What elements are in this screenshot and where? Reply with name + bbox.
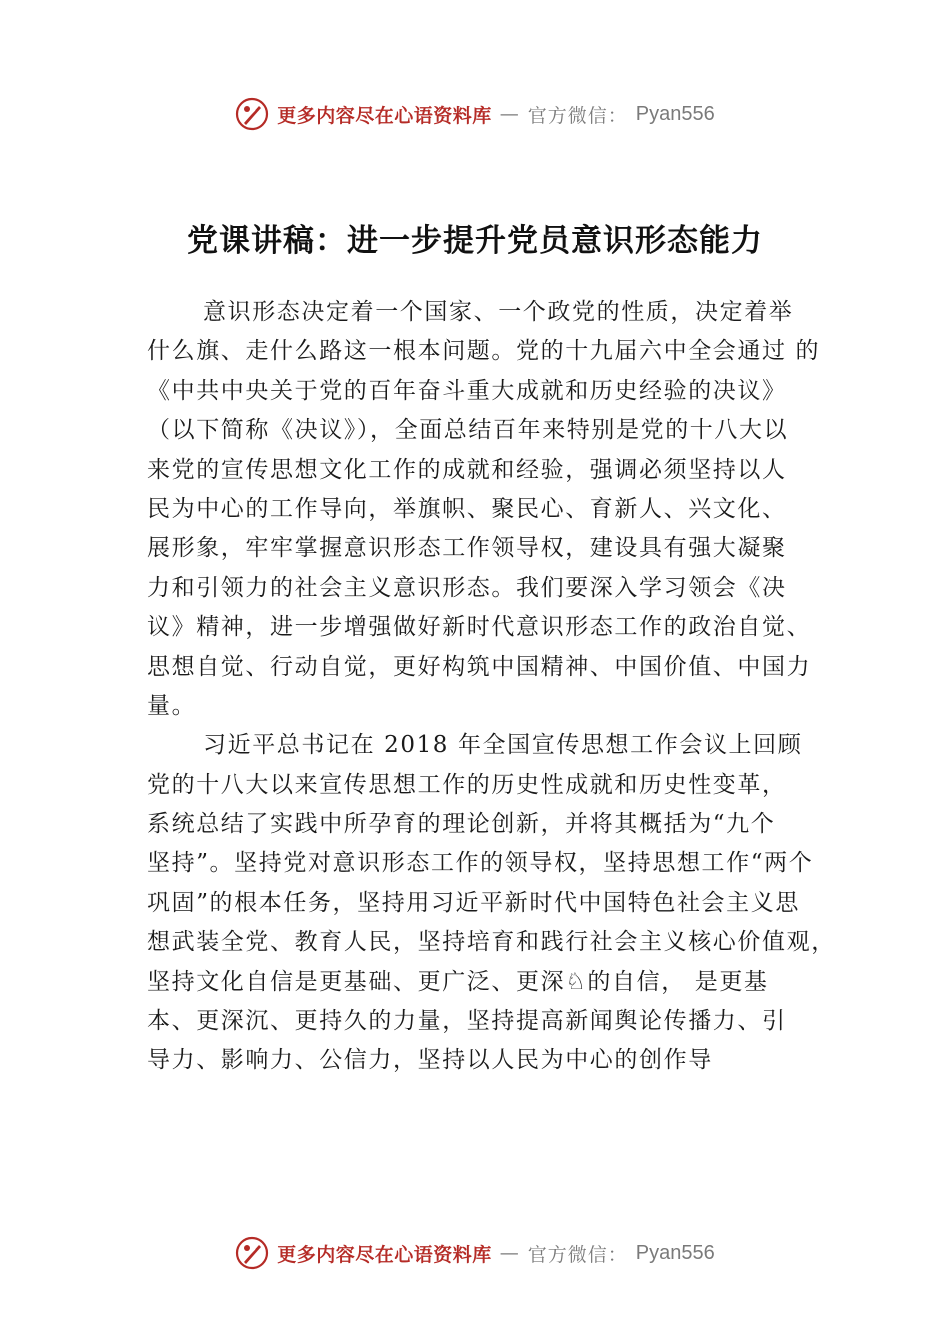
text-line: 习近平总书记在 2018 年全国宣传思想工作会议上回顾 xyxy=(203,732,803,759)
banner-dash: — xyxy=(499,1242,520,1264)
header-banner xyxy=(0,92,950,136)
text-line: 量。 xyxy=(147,692,197,719)
banner-wechat-label: 官方微信： xyxy=(527,104,628,127)
text-line: 本、更深沉、更持久的力量，坚持提高新闻舆论传播力、引 xyxy=(147,1008,787,1035)
text-line: 《中共中央关于党的百年奋斗重大成就和历史经验的决议》 xyxy=(147,377,787,404)
banner-prefix: 更多内容尽在心语资料库 xyxy=(277,104,492,127)
text-line: 什么旗、走什么路这一根本问题。党的十九届六中全会通过 的 xyxy=(147,338,821,365)
text-line: 党的十八大以来宣传思想工作的历史性成就和历史性变革， xyxy=(147,771,787,798)
quill-logo-icon xyxy=(235,97,269,131)
text-line: 系统总结了实践中所孕育的理论创新，并将其概括为“九个 xyxy=(147,811,776,838)
banner-wechat-id: Pyan556 xyxy=(635,1241,715,1264)
banner-wechat-label: 官方微信： xyxy=(527,1243,628,1266)
banner-wechat-id: Pyan556 xyxy=(635,102,715,125)
text-line: 民为中心的工作导向，举旗帜、聚民心、育新人、兴文化、 xyxy=(147,495,787,522)
text-line: 力和引领力的社会主义意识形态。我们要深入学习领会《决 xyxy=(147,574,787,601)
text-line: （以下简称《决议》），全面总结百年来特别是党的十八大以 xyxy=(147,417,789,444)
text-line: 展形象，牢牢掌握意识形态工作领导权，建设具有强大凝聚 xyxy=(147,535,787,562)
text-line: 议》精神，进一步增强做好新时代意识形态工作的政治自觉、 xyxy=(147,614,812,641)
text-line: 导力、影响力、公信力，坚持以人民为中心的创作导 xyxy=(147,1047,713,1074)
text-line: 坚持”。坚持党对意识形态工作的领导权，坚持思想工作“两个 xyxy=(147,850,814,877)
footer-banner xyxy=(0,1231,950,1275)
quill-logo-icon xyxy=(235,1236,269,1270)
page-title: 党课讲稿：进一步提升党员意识形态能力 xyxy=(187,223,763,259)
text-line: 来党的宣传思想文化工作的成就和经验，强调必须坚持以人 xyxy=(147,456,787,483)
text-line: 巩固”的根本任务，坚持用习近平新时代中国特色社会主义思 xyxy=(147,889,800,916)
banner-prefix: 更多内容尽在心语资料库 xyxy=(277,1243,492,1266)
text-line: 想武装全党、教育人民，坚持培育和践行社会主义核心价值观， xyxy=(147,929,836,956)
text-line: 意识形态决定着一个国家、一个政党的性质，决定着举 xyxy=(203,299,794,325)
banner-dash: — xyxy=(499,103,520,125)
text-line: 坚持文化自信是更基础、更广泛、更深♘的自信， 是更基 xyxy=(147,968,769,995)
document-body xyxy=(147,293,837,1081)
text-line: 思想自觉、行动自觉，更好构筑中国精神、中国价值、中国力 xyxy=(147,653,812,680)
